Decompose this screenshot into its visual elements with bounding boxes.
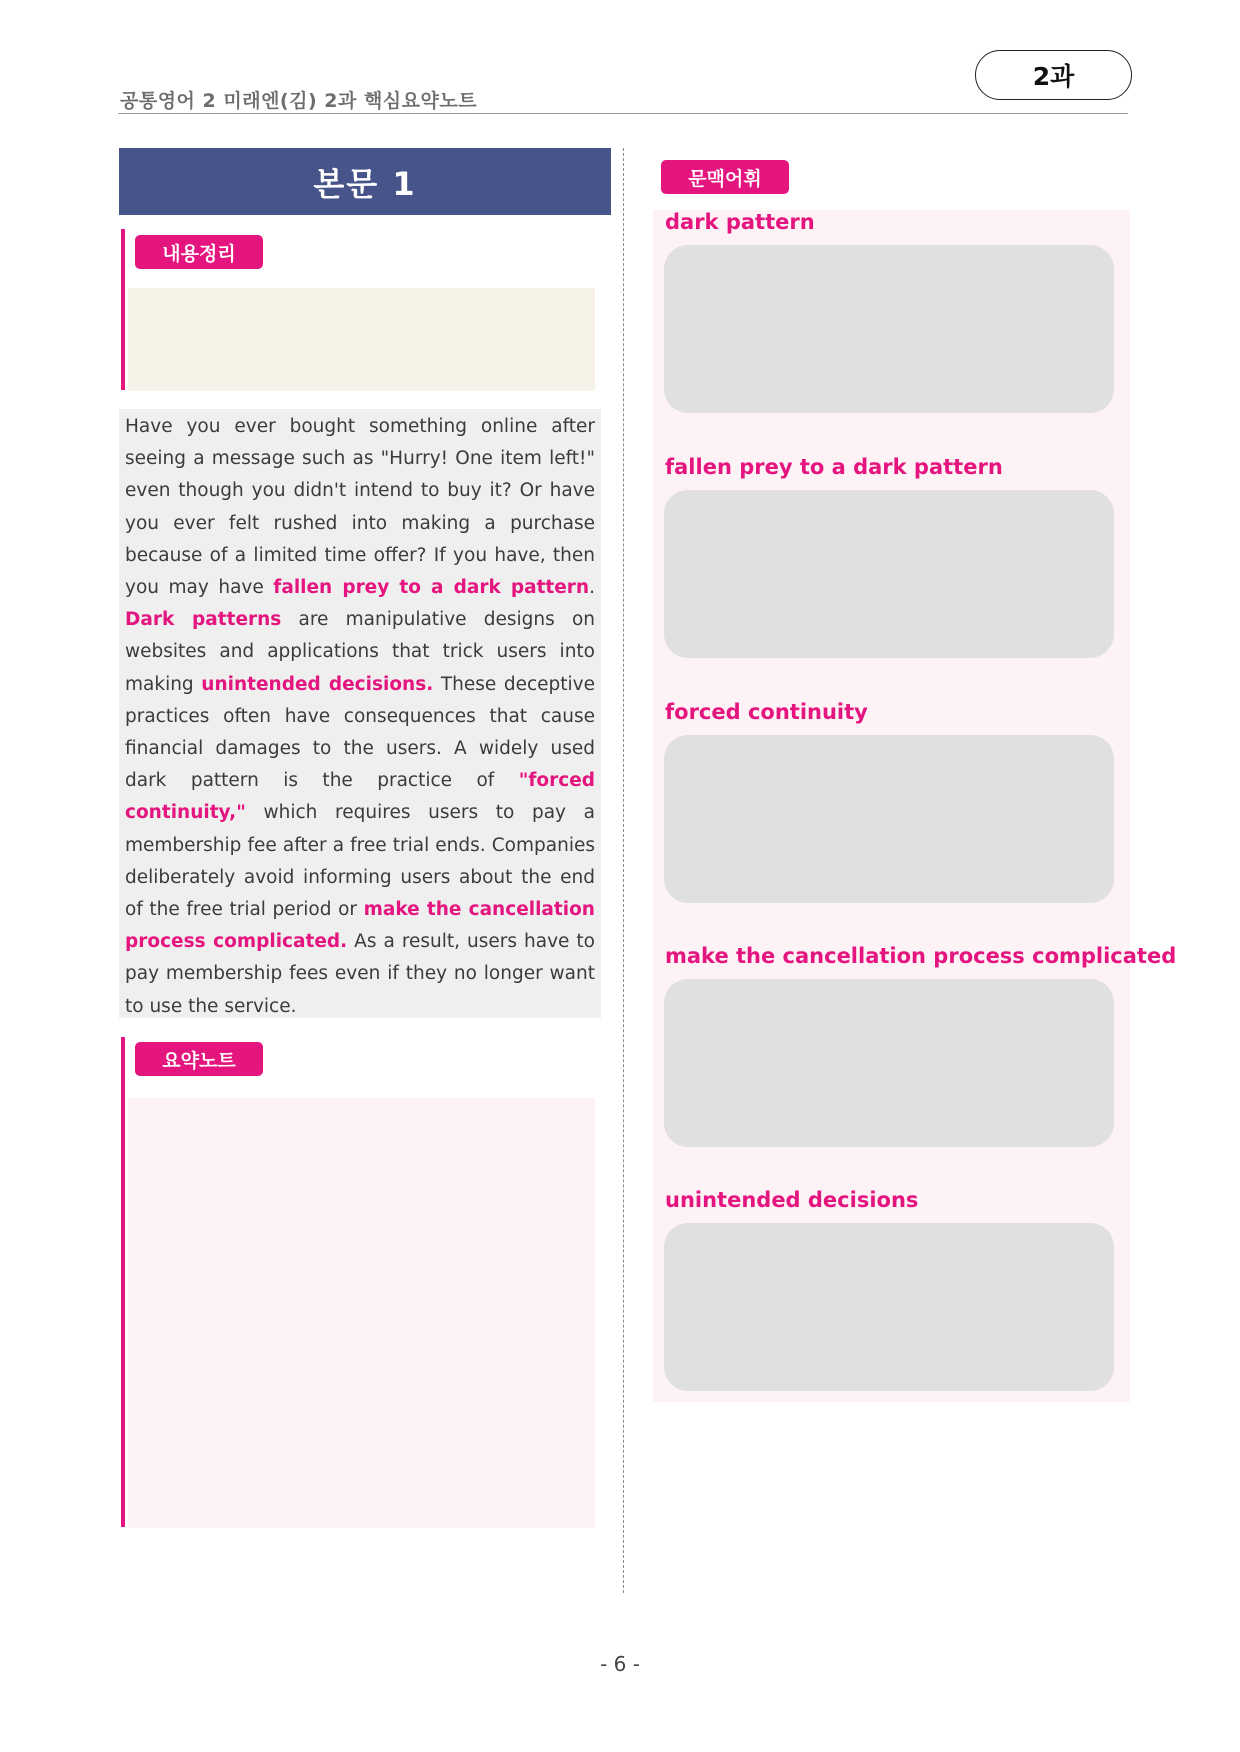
vocab-term: forced continuity (665, 700, 868, 724)
passage-key-phrase: fallen prey to a dark pattern (273, 577, 590, 599)
vocab-answer-box (664, 245, 1114, 413)
passage-text: These deceptive practices often have consequences that cause financial damages to the users. A widely used dark pattern is the practice of (125, 673, 595, 792)
vocab-answer-box (664, 979, 1114, 1147)
reading-passage (119, 409, 601, 1018)
section-title-banner: 본문 1 (119, 148, 611, 215)
summary-accent-bar (121, 1037, 125, 1527)
vocab-term: dark pattern (665, 210, 815, 234)
passage-text: which requires users to pay a membership fee after a free trial ends. Companies deliberately avoid informing users about the end of the free trial period or (125, 802, 595, 921)
passage-key-phrase: unintended decisions. (201, 673, 434, 695)
page-number: - 6 - (600, 1652, 640, 1676)
summary-note-box (128, 1098, 595, 1528)
passage-text: are manipulative designs on websites and applications that trick users into making (125, 609, 595, 695)
passage-key-phrase: Dark patterns (125, 609, 282, 631)
context-vocab-tag: 문맥어휘 (661, 160, 789, 194)
lesson-badge: 2과 (975, 50, 1132, 100)
vocab-answer-box (664, 735, 1114, 903)
passage-key-phrase: "forced continuity," (125, 770, 595, 824)
vocab-term: unintended decisions (665, 1188, 919, 1212)
column-divider (623, 148, 624, 1593)
header-divider (118, 113, 1128, 114)
vocab-term: fallen prey to a dark pattern (665, 455, 1003, 479)
passage-key-phrase: make the cancellation process complicated. (125, 899, 595, 953)
passage-text: Have you ever bought something online after seeing a message such as "Hurry! One item left!" even though you didn't intend to buy it? Or have you ever felt rushed into making a purchase because of a limited time offer? If you have, then you may have (125, 416, 595, 599)
content-summary-tag: 내용정리 (135, 235, 263, 269)
vocab-answer-box (664, 490, 1114, 658)
content-summary-box (128, 288, 595, 391)
passage-text: As a result, users have to pay membership fees even if they no longer want to use the service. (125, 931, 595, 1017)
document-title: 공통영어 2 미래엔(김) 2과 핵심요약노트 (120, 90, 478, 112)
summary-note-tag: 요약노트 (135, 1042, 263, 1076)
content-accent-bar (121, 229, 125, 390)
passage-text: . (589, 577, 595, 599)
vocab-term: make the cancellation process complicated (665, 944, 1177, 968)
vocab-answer-box (664, 1223, 1114, 1391)
